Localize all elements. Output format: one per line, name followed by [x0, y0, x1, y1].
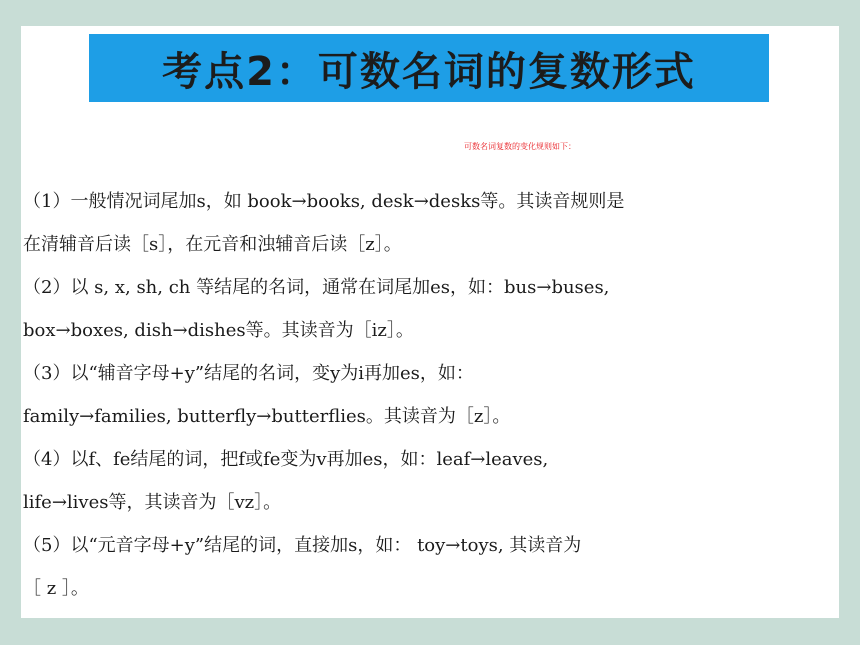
- rule-5-line-1: （5）以“元音字母+y”结尾的词，直接加s，如： toy→toys, 其读音为: [23, 535, 582, 556]
- rule-5-line-2: ［ z ］。: [23, 578, 89, 599]
- rule-3-line-2: family→families, butterfly→butterflies。其读音为［z］。: [23, 406, 511, 427]
- rule-3-line-1: （3）以“辅音字母+y”结尾的名词，变y为i再加es，如：: [23, 363, 474, 384]
- rule-2-line-1: （2）以 s, x, sh, ch 等结尾的名词，通常在词尾加es，如：bus→buses,: [23, 277, 610, 298]
- rule-1-line-1: （1）一般情况词尾加s，如 book→books, desk→desks等。其读音规则是: [23, 191, 625, 212]
- rule-1-line-2: 在清辅音后读［s］，在元音和浊辅音后读［z］。: [23, 234, 402, 255]
- title-banner: [89, 34, 769, 102]
- slide-title: 考点2：可数名词的复数形式: [162, 48, 696, 95]
- rule-4-line-1: （4）以f、fe结尾的词，把f或fe变为v再加es，如：leaf→leaves,: [23, 449, 549, 470]
- rule-4-line-2: life→lives等，其读音为［vz］。: [23, 492, 282, 513]
- slide-subtitle: 可数名词复数的变化规则如下：: [464, 142, 576, 151]
- slide: [21, 26, 839, 618]
- rule-2-line-2: box→boxes, dish→dishes等。其读音为［iz］。: [23, 320, 414, 341]
